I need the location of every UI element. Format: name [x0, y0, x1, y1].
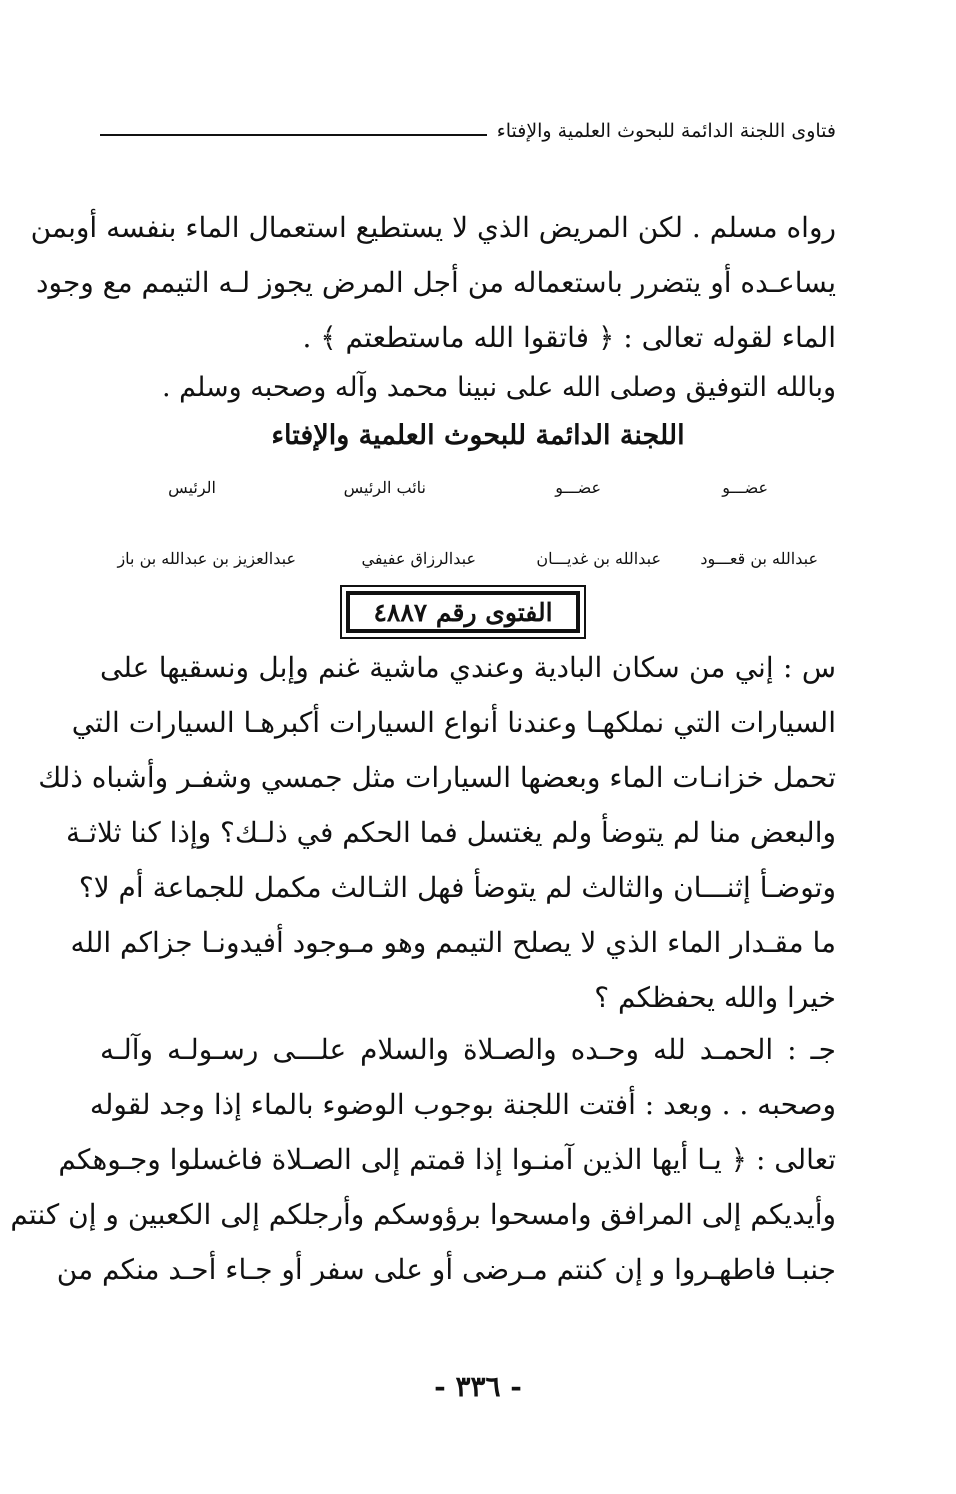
header-rule	[100, 134, 487, 136]
header-title: فتاوى اللجنة الدائمة للبحوث العلمية والإفتاء	[496, 120, 836, 142]
question-line: وتوضـأ إثنـــان والثالث لم يتوضأ فهل الثـالث مكمل للجماعة أم لا؟	[78, 871, 836, 904]
signatory-name: عبدالله بن غديـــان	[536, 549, 661, 568]
fatwa-number-box	[340, 585, 586, 639]
closing-line: وبالله التوفيق وصلى الله على نبينا محمد وآله وصحبه وسلم .	[161, 372, 836, 403]
signatory-name: عبدالرزاق عفيفي	[361, 549, 476, 568]
answer-line: جنبـا فاطهـروا و إن كنتم مـرضى أو على سفر أو جـاء أحـد منكم من	[56, 1253, 836, 1286]
question-line: ما مقـدار الماء الذي لا يصلح التيمم وهو مـوجود أفيدونـا جزاكم الله	[70, 926, 836, 959]
running-header	[100, 108, 836, 142]
intro-line: الماء لقوله تعالى : ﴿ فاتقوا الله ماستطعتم ﴾ .	[302, 321, 836, 354]
question-line: س : إني من سكان البادية وعندي ماشية غنم وإبل ونسقيها على	[100, 651, 836, 684]
question-line: السيارات التي نملكهـا وعندنا أنواع السيارات أكبرهـا السيارات التي	[71, 706, 836, 739]
answer-line: تعالى : ﴿ يـا أيها الذين آمنـوا إذا قمتم إلى الصـلاة فاغسلوا وجـوهكم	[58, 1143, 836, 1176]
signatory-name: عبدالله بن قعـــود	[700, 549, 818, 568]
fatwa-number-title: الفتوى رقم ٤٨٨٧	[346, 591, 580, 633]
intro-paragraph	[30, 200, 836, 365]
answer-paragraph	[10, 1022, 836, 1297]
signatory-role: عضـــو	[555, 478, 601, 497]
committee-title: اللجنة الدائمة للبحوث العلمية والإفتاء	[271, 420, 685, 451]
signatory-role: عضـــو	[722, 478, 768, 497]
signatory-role: الرئيس	[168, 478, 216, 497]
question-line: خيرا والله يحفظكم ؟	[594, 981, 836, 1014]
question-paragraph	[38, 640, 836, 1025]
question-line: والبعض منا لم يتوضأ ولم يغتسل فما الحكم في ذلـك؟ وإذا كنا ثلاثـة	[65, 816, 836, 849]
answer-line: جـ : الحمـد لله وحـده والصـلاة والسلام علـــى رسـولـه وآلـه	[100, 1033, 836, 1066]
question-line: تحمل خزانـات الماء وبعضها السيارات مثل جمسي وشفـر وأشباه ذلك	[38, 761, 836, 794]
signatory-name: عبدالعزيز بن عبدالله بن باز	[117, 549, 296, 568]
answer-line: وأيديكم إلى المرافق وامسحوا برؤوسكم وأرجلكم إلى الكعبين و إن كنتم	[10, 1198, 836, 1231]
page-number: - ٣٣٦ -	[434, 1370, 522, 1403]
signatory-role: نائب الرئيس	[343, 478, 426, 497]
answer-line: وصحبه . . وبعد : أفتت اللجنة بوجوب الوضوء بالماء إذا وجد لقوله	[89, 1088, 836, 1121]
intro-line: يساعـده أو يتضرر باستعماله من أجل المرض يجوز لـه التيمم مع وجود	[36, 266, 836, 299]
intro-line: رواه مسلم . لكن المريض الذي لا يستطيع استعمال الماء بنفسه أوبمن	[30, 211, 836, 244]
